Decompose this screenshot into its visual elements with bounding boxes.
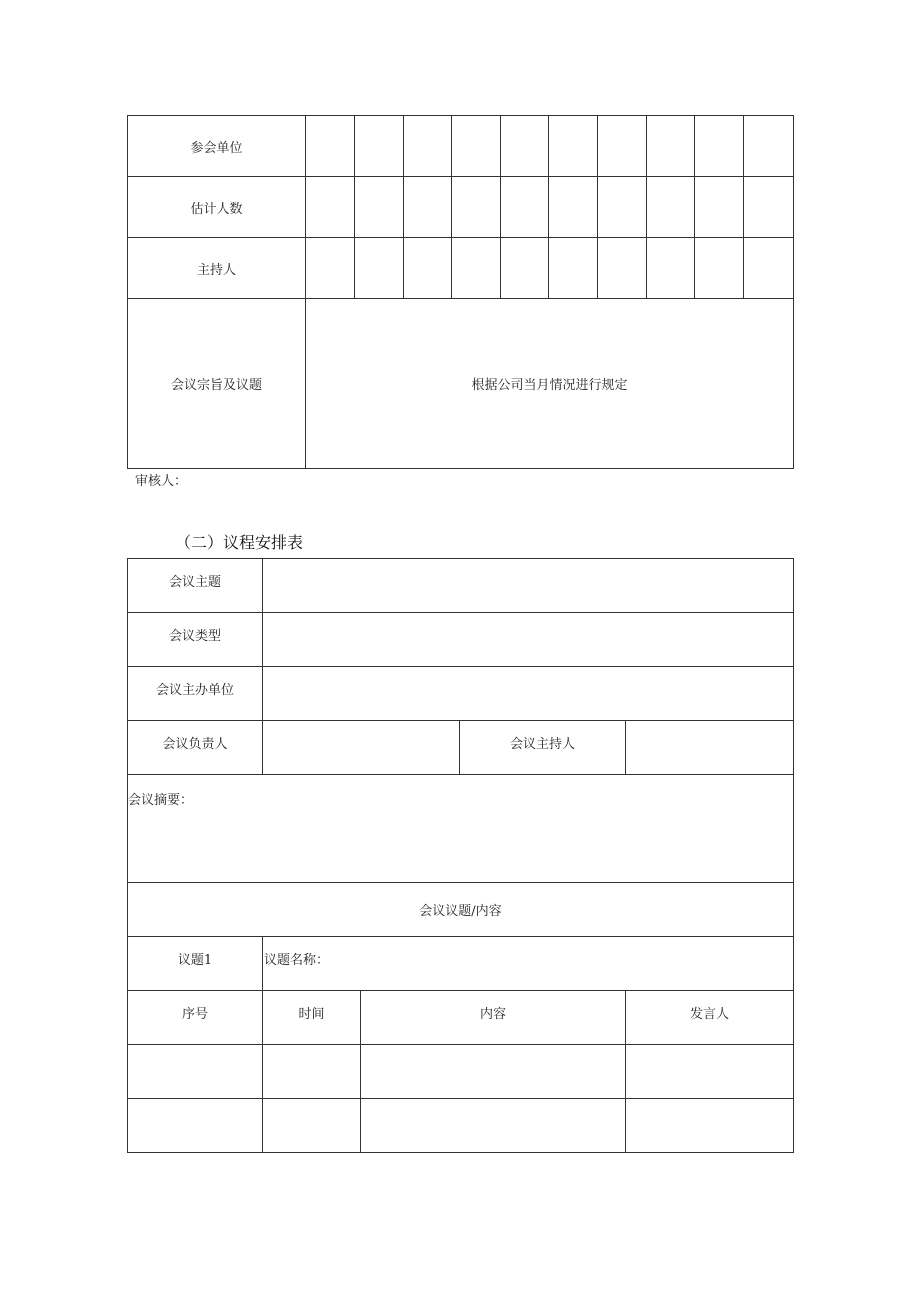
meeting-host-field[interactable] [626,721,794,775]
column-header-time: 时间 [263,991,361,1045]
meeting-type-field[interactable] [263,613,794,667]
table-cell[interactable] [549,116,598,177]
table-cell[interactable] [598,238,647,299]
section-title: （二）议程安排表 [175,533,304,552]
table-cell[interactable] [355,116,404,177]
table-cell[interactable] [598,116,647,177]
table-cell[interactable] [306,116,355,177]
issue-name-field[interactable] [263,937,794,991]
organizer-label: 会议主办单位 [128,667,263,721]
purpose-content[interactable]: 根据公司当月情况进行规定 [306,299,794,469]
table-cell[interactable] [598,177,647,238]
agenda-table [127,558,794,1153]
table-cell[interactable] [306,177,355,238]
responsible-field[interactable] [263,721,460,775]
table-row [128,991,794,1045]
table-row [128,116,794,177]
table-cell[interactable] [306,238,355,299]
table-cell[interactable] [549,238,598,299]
table-row [128,559,794,613]
table-cell[interactable] [128,1045,263,1099]
table-cell[interactable] [404,116,452,177]
reviewer-label: 审核人： [135,474,188,489]
estimated-count-label: 估计人数 [128,177,306,238]
table-cell[interactable] [744,238,794,299]
participating-units-label: 参会单位 [128,116,306,177]
table-row [128,177,794,238]
table-cell[interactable] [452,238,501,299]
table-cell[interactable] [361,1099,626,1153]
column-header-speaker: 发言人 [626,991,794,1045]
table-cell[interactable] [501,116,549,177]
table-cell[interactable] [501,177,549,238]
table-row [128,299,794,469]
table-cell[interactable] [128,1099,263,1153]
table-cell[interactable] [647,177,695,238]
table-row [128,883,794,937]
agenda-header: 会议议题/内容 [128,883,794,937]
issue-name-label: 议题名称： [264,953,330,968]
summary-label: 会议摘要： [128,793,194,808]
meeting-type-label: 会议类型 [128,613,263,667]
table-cell[interactable] [501,238,549,299]
table-cell[interactable] [452,177,501,238]
table-cell[interactable] [744,177,794,238]
table-cell[interactable] [626,1045,794,1099]
table-cell[interactable] [647,116,695,177]
table-row [128,1045,794,1099]
table-row [128,238,794,299]
responsible-label: 会议负责人 [128,721,263,775]
issue-label: 议题1 [128,937,263,991]
table-cell[interactable] [626,1099,794,1153]
purpose-label: 会议宗旨及议题 [128,299,306,469]
table-cell[interactable] [355,177,404,238]
table-cell[interactable] [404,177,452,238]
table-cell[interactable] [695,116,744,177]
host-label: 主持人 [128,238,306,299]
summary-field[interactable] [128,775,794,883]
table-row [128,721,794,775]
table-cell[interactable] [647,238,695,299]
table-cell[interactable] [744,116,794,177]
meeting-topic-label: 会议主题 [128,559,263,613]
table-cell[interactable] [263,1045,361,1099]
table-row [128,1099,794,1153]
table-cell[interactable] [695,238,744,299]
meeting-topic-field[interactable] [263,559,794,613]
column-header-content: 内容 [361,991,626,1045]
table-cell[interactable] [263,1099,361,1153]
table-cell[interactable] [695,177,744,238]
table-row [128,613,794,667]
organizer-field[interactable] [263,667,794,721]
meeting-host-label: 会议主持人 [460,721,626,775]
table-cell[interactable] [549,177,598,238]
column-header-seq: 序号 [128,991,263,1045]
attendance-table [127,115,794,469]
table-cell[interactable] [355,238,404,299]
table-row [128,667,794,721]
table-cell[interactable] [404,238,452,299]
table-cell[interactable] [452,116,501,177]
table-cell[interactable] [361,1045,626,1099]
table-row [128,775,794,883]
table-row [128,937,794,991]
